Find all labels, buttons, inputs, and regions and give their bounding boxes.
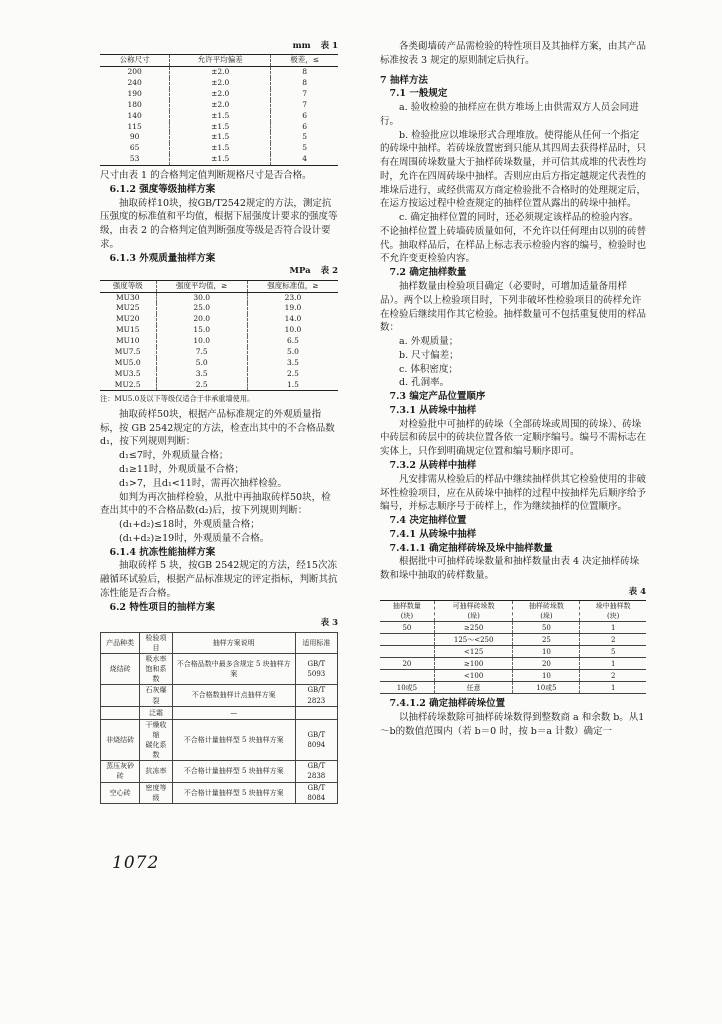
- table-cell: MU10: [100, 336, 156, 347]
- table-cell: 25.0: [156, 303, 247, 314]
- section-6-1-2-text: 抽取砖样10块，按GB/T2542规定的方法，测定抗压强度的标准值和平均值，根据下屈强度计要求的强度等级，由表 2 的合格判定值判断强度等级是否符合设计要求。: [100, 197, 338, 250]
- table1-unit: mm: [292, 41, 311, 51]
- section-7-3-1-title: 7.3.1 从砖垛中抽样: [389, 404, 477, 416]
- section-7-4-1-1-text: 根据批中可抽样砖垛数量和抽样数量由表 4 决定抽样砖垛数和垛中抽取的砖样数量。: [380, 556, 640, 582]
- section-7-1-title: 7.1 一般规定: [389, 88, 448, 100]
- table-cell: 烧结砖: [101, 654, 140, 685]
- table-cell: 石灰爆裂: [140, 685, 172, 706]
- table1-label: 表 1: [320, 41, 338, 51]
- table-header-cell: 强度平均值，≥: [156, 280, 247, 292]
- table-row: [100, 89, 338, 100]
- table-header-cell: 抽样方案说明: [172, 632, 295, 653]
- table-cell: 190: [100, 89, 170, 100]
- list-item: d. 孔洞率。: [399, 377, 450, 389]
- table-header-cell: 抽样数量 (块): [380, 601, 434, 622]
- list-item: c. 体积密度；: [399, 363, 458, 375]
- table2-unit: MPa: [289, 266, 311, 277]
- table-cell: 密度等级: [140, 782, 172, 803]
- table-header-cell: 极差，≤: [290, 55, 319, 65]
- table-cell: 20.0: [156, 314, 247, 325]
- table-cell: 2: [580, 634, 646, 646]
- table-cell: 1.5: [286, 379, 299, 389]
- table-cell: 任意: [434, 682, 513, 694]
- table-cell: ±2.0: [170, 78, 271, 89]
- right-column: [380, 40, 646, 739]
- table-cell: 125～<250: [434, 634, 513, 646]
- table-cell: MU25: [100, 303, 156, 314]
- section-7-1-c: c. 确定抽样位置的同时，还必须规定该样品的检验内容。不论抽样位置上砖墙砖质量如何，不允许以任何理由以别的砖替代。抽取样品后，在样品上标志表示检验内容的编号，检验时也不允许变更检验内容。: [380, 212, 647, 265]
- table-cell: 1: [580, 682, 646, 694]
- table-cell: ±1.5: [170, 154, 271, 165]
- table-row: [100, 100, 338, 111]
- table-cell: 3.5: [156, 369, 247, 380]
- table-cell: MU5.0: [100, 358, 156, 369]
- table-cell: 20: [380, 658, 434, 670]
- table-header-cell: 可抽样砖垛数 (垛): [434, 601, 513, 622]
- table-cell: 1: [580, 622, 646, 634]
- table2-caption: [100, 265, 338, 277]
- table-cell: 10或5: [380, 682, 434, 694]
- table-header-cell: 强度标准值，≥: [267, 280, 319, 290]
- table2-note: 注：MU5.0及以下等级仅适合于非承重墙使用。: [100, 394, 255, 404]
- table-cell: 5: [580, 646, 646, 658]
- section-6-1-4-title: 6.1.4 抗冻性能抽样方案: [109, 546, 216, 558]
- table-cell: GB/T 2823: [295, 685, 337, 706]
- table-cell: 53: [100, 154, 170, 165]
- table-row: [100, 314, 338, 325]
- table1: [100, 54, 338, 166]
- table-header-cell: 公称尺寸: [100, 55, 170, 67]
- table-header-cell: 垛中抽样数 (块): [580, 601, 646, 622]
- table-cell: 65: [100, 143, 170, 154]
- table-cell: 10: [513, 646, 580, 658]
- left-column: [100, 40, 338, 807]
- table4-label: 表 4: [628, 586, 646, 597]
- table-cell: 19.0: [284, 303, 302, 313]
- rule-4: (d₁+d₂)≤18时，外观质量合格；: [119, 519, 260, 531]
- table-cell: ≥250: [434, 622, 513, 634]
- table-cell: 空心砖: [101, 782, 140, 803]
- table-cell: GB/T 8094: [295, 719, 337, 761]
- table-row: [100, 78, 338, 89]
- table-cell: ±1.5: [170, 143, 271, 154]
- table-cell: 不合格计量抽样型 5 块抽样方案: [172, 719, 295, 761]
- section-7-3-title: 7.3 编定产品位置顺序: [389, 391, 486, 403]
- table-cell: 不合格计量抽样型 5 块抽样方案: [172, 782, 295, 803]
- intro-text: 各类砌墙砖产品需检验的特性项目及其抽样方案，由其产品标准按表 3 规定的原则制定后执行。: [380, 41, 647, 66]
- table-cell: 吸水率 饱和系数: [140, 654, 172, 685]
- table-row: [100, 336, 338, 347]
- table-cell: 50: [513, 622, 580, 634]
- table-cell: 7: [302, 88, 307, 98]
- section-7-2-title: 7.2 确定抽样数量: [389, 267, 467, 279]
- table-cell: 1: [580, 658, 646, 670]
- table-row: [380, 670, 646, 682]
- table-cell: 不合格计量抽样型 5 块抽样方案: [172, 761, 295, 782]
- table-cell: 3.5: [286, 357, 299, 367]
- section-7-4-1-2-title: 7.4.1.2 确定抽样砖垛位置: [389, 698, 506, 710]
- table2-label: 表 2: [320, 266, 338, 277]
- table-row: [100, 154, 338, 165]
- table-cell: 不合格数抽样计点抽样方案: [172, 685, 295, 706]
- rule-2: d₁≥11时，外观质量不合格；: [119, 463, 244, 475]
- table-cell: 5: [302, 143, 307, 153]
- table-row: [101, 761, 338, 782]
- page-number: 1072: [112, 853, 160, 873]
- table-header-cell: 适用标准: [295, 632, 337, 653]
- section-6-1-3-title: 6.1.3 外观质量抽样方案: [109, 252, 216, 264]
- table3: [100, 632, 338, 804]
- table-cell: 泛霜: [140, 706, 172, 719]
- table-header-cell: 产品种类: [101, 632, 140, 653]
- table-cell: 115: [100, 122, 170, 133]
- table-cell: —: [172, 706, 295, 719]
- table-cell: 4: [302, 154, 307, 164]
- table-cell: 30.0: [156, 292, 247, 303]
- table-cell: MU3.5: [100, 369, 156, 380]
- section-6-2-title: 6.2 特性项目的抽样方案: [109, 601, 215, 613]
- section-7-4-1-1-title: 7.4.1.1 确定抽样砖垛及垛中抽样数量: [389, 542, 553, 554]
- table-cell: 10.0: [284, 325, 302, 335]
- table-row: [100, 292, 338, 303]
- table-cell: 23.0: [284, 292, 302, 302]
- section-7-2-text: 抽样数量由检验项目确定（必要时，可增加适量备用样品）。两个以上检验项目时，下列非破坏性检验项目的砖样允许在检验后继续用作其它检验。抽样数量可不包括重复使用的样品数：: [380, 281, 647, 334]
- table-row: [101, 782, 338, 803]
- list-item: a. 外观质量；: [399, 336, 459, 348]
- section-6-1-3-text-2: 如判为再次抽样检验，从批中再抽取砖样50块，检查出其中的不合格品数(d₂)后，按下列规则判断：: [100, 491, 331, 517]
- table-cell: 90: [100, 132, 170, 143]
- table-cell: MU7.5: [100, 347, 156, 358]
- table-cell: ≥100: [434, 658, 513, 670]
- table-cell: 140: [100, 111, 170, 122]
- table-cell: [101, 685, 140, 706]
- table4: [380, 600, 646, 694]
- table-row: [380, 634, 646, 646]
- section-6-1-2-title: 6.1.2 强度等级抽样方案: [109, 183, 216, 195]
- table-header-cell: 抽样砖垛数 (垛): [513, 601, 580, 622]
- table-row: [100, 303, 338, 314]
- table-cell: [295, 706, 337, 719]
- table-cell: 2.5: [156, 380, 247, 391]
- table-row: [100, 380, 338, 391]
- table-row: [380, 658, 646, 670]
- table-row: [101, 654, 338, 685]
- table-row: [380, 646, 646, 658]
- table-header-cell: 允许平均偏差: [170, 55, 271, 67]
- table-cell: ±1.5: [170, 111, 271, 122]
- rule-5: (d₁+d₂)≥19时，外观质量不合格。: [119, 532, 270, 544]
- table-cell: [101, 706, 140, 719]
- table-row: [101, 719, 338, 761]
- table-cell: 非烧结砖: [101, 719, 140, 761]
- table-cell: 15.0: [156, 325, 247, 336]
- table-row: [100, 122, 338, 133]
- table-row: [101, 685, 338, 706]
- table-cell: 10或5: [513, 682, 580, 694]
- table-cell: 7.5: [156, 347, 247, 358]
- table1-caption: [100, 40, 338, 52]
- table-cell: 5.0: [286, 346, 299, 356]
- table-cell: ±2.0: [170, 89, 271, 100]
- table2: [100, 280, 338, 392]
- section-7-4-1-title: 7.4.1 从砖垛中抽样: [389, 528, 477, 540]
- table-cell: 5: [302, 132, 307, 142]
- table-cell: 10: [513, 670, 580, 682]
- table-cell: [380, 634, 434, 646]
- table-cell: MU30: [100, 292, 156, 303]
- table-cell: 14.0: [284, 314, 302, 324]
- table-cell: 2: [580, 670, 646, 682]
- section-7-3-1-text: 对检验批中可抽样的砖垛（全部砖垛或周围的砖垛）、砖垛中砖层和砖层中的砖块位置各依一定顺序编号。编号不需标志在实体上，只作到明确规定位置和编号顺序即可。: [380, 418, 647, 458]
- rule-3: d₁>7，且d₁<11时，需再次抽样检验。: [119, 477, 287, 489]
- table-cell: GB/T 8084: [295, 782, 337, 803]
- table-row: [100, 67, 338, 78]
- section-7-title: 7 抽样方法: [380, 74, 428, 86]
- table-cell: ±1.5: [170, 132, 271, 143]
- table-row: [100, 111, 338, 122]
- table-cell: ±2.0: [170, 100, 271, 111]
- section-6-1-4-text: 抽取砖样 5 块，按GB 2542规定的方法，经15次冻融循环试验后，根据产品标准规定的评定指标，判断其抗冻性能是否合格。: [100, 560, 338, 599]
- table-cell: 干燥收缩 碳化系数: [140, 719, 172, 761]
- section-7-1-a: a. 验收检验的抽样应在供方堆场上由供需双方人员会同进行。: [380, 102, 639, 127]
- table3-label: 表 3: [320, 618, 338, 629]
- section-7-4-title: 7.4 决定抽样位置: [389, 515, 467, 527]
- table-cell: 180: [100, 100, 170, 111]
- table-cell: 10.0: [156, 336, 247, 347]
- table-cell: 抗冻率: [140, 761, 172, 782]
- table-cell: 200: [100, 67, 170, 78]
- table-cell: [380, 670, 434, 682]
- table-cell: <100: [434, 670, 513, 682]
- table1-followup: 尺寸由表 1 的合格判定值判断规格尺寸是否合格。: [100, 170, 312, 182]
- table-row: [101, 706, 338, 719]
- table-cell: MU20: [100, 314, 156, 325]
- table-row: [100, 369, 338, 380]
- table-cell: 20: [513, 658, 580, 670]
- section-6-1-3-text: 抽取砖样50块，根据产品标准规定的外观质量指标，按 GB 2542规定的方法，检查出其中的不合格品数 d₁，按下列规则判断：: [100, 408, 335, 448]
- table-cell: ±2.0: [170, 67, 271, 78]
- section-7-1-b: b. 检验批应以堆垛形式合理堆放。使得能从任何一个指定的砖垛中抽样。若砖垛放置密到只能从其四周去获得样品时，只有在周围砖垛数量大于抽样砖垛数量，并可信其成堆的代表性均时，允许在四周砖垛中抽样。否则应由后方指定越规定代表性的堆垛后进行，或经供需双方商定检验批不合格时的处理规定后，在运方按运过程中检查规定的抽样位置从露出的砖垛中抽样。: [380, 129, 647, 210]
- table-cell: 8: [302, 78, 307, 88]
- table-cell: 5.0: [156, 358, 247, 369]
- table-header-cell: 检验项目: [140, 632, 172, 653]
- rule-1: d₁≤7时，外观质量合格；: [119, 450, 229, 462]
- table-cell: 不合格品数中最多含规定 5 块抽样方案: [172, 654, 295, 685]
- table-cell: [380, 646, 434, 658]
- table-cell: 50: [380, 622, 434, 634]
- table-cell: 240: [100, 78, 170, 89]
- table-cell: GB/T 2838: [295, 761, 337, 782]
- table-row: [380, 682, 646, 694]
- table3-caption: [100, 617, 338, 629]
- table-cell: 蒸压灰砂砖: [101, 761, 140, 782]
- table-cell: GB/T 5093: [295, 654, 337, 685]
- table-cell: 2.5: [286, 368, 299, 378]
- table-cell: 8: [302, 67, 307, 77]
- table-row: [100, 347, 338, 358]
- section-7-4-1-2-text: 以抽样砖垛数除可抽样砖垛数得到整数商 a 和余数 b。从1～b的数值范围内（若 b＝0 时，按 b＝a 计数）确定一: [380, 712, 645, 737]
- table-row: [380, 622, 646, 634]
- table-cell: ±1.5: [170, 122, 271, 133]
- table4-caption: [380, 586, 646, 598]
- table-cell: 7: [302, 99, 307, 109]
- section-7-3-2-title: 7.3.2 从砖样中抽样: [389, 459, 477, 471]
- table-cell: 6.5: [286, 336, 299, 346]
- table-row: [100, 132, 338, 143]
- table-header-cell: 强度等级: [100, 280, 156, 292]
- table-cell: 6: [302, 121, 307, 131]
- table-row: [100, 325, 338, 336]
- table-cell: MU15: [100, 325, 156, 336]
- table-cell: MU2.5: [100, 380, 156, 391]
- table-row: [100, 358, 338, 369]
- list-item: b. 尺寸偏差；: [399, 349, 459, 361]
- table-cell: 6: [302, 110, 307, 120]
- table-cell: <125: [434, 646, 513, 658]
- table-cell: 25: [513, 634, 580, 646]
- table-row: [100, 143, 338, 154]
- section-7-3-2-text: 凡安排需从检验后的样品中继续抽样供其它检验使用的非破坏性检验项目，应在从砖垛中抽样的过程中按抽样先后顺序给予编号，并标志顺序号于砖样上，作为继续抽样的位置顺序。: [380, 473, 647, 513]
